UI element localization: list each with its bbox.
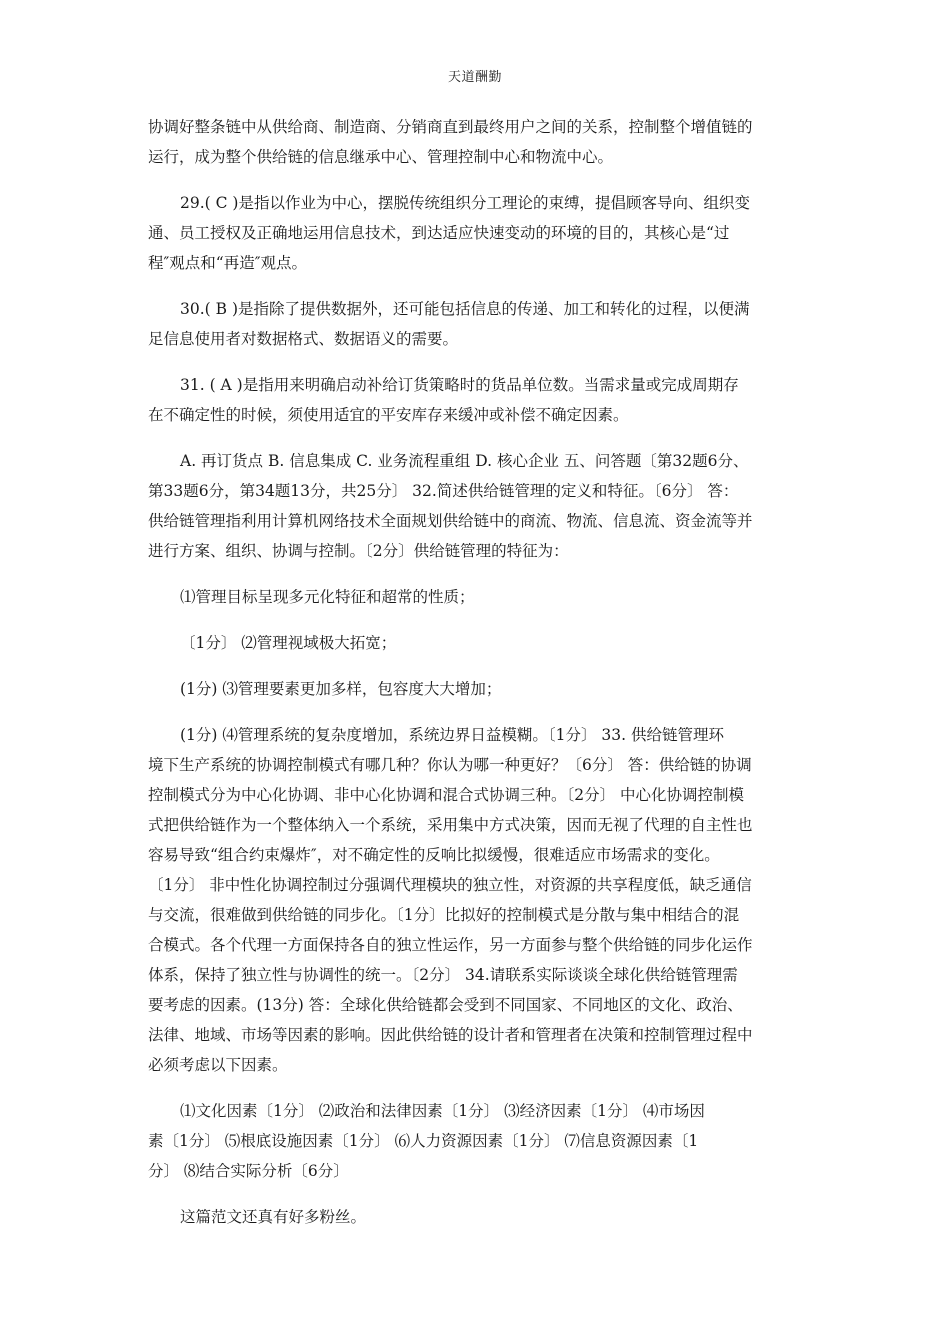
paragraph xyxy=(148,1096,808,1186)
paragraph xyxy=(148,582,808,612)
paragraph xyxy=(148,720,808,1080)
text-line: 在不确定性的时候，须使用适宜的平安库存来缓冲或补偿不确定因素。 xyxy=(148,406,629,424)
text-line: 式把供给链作为一个整体纳入一个系统，采用集中方式决策，因而无视了代理的自主性也 xyxy=(148,816,753,834)
paragraph xyxy=(148,446,808,566)
text-line: 分〕 ⑻结合实际分析〔6分〕 xyxy=(148,1162,349,1180)
text-line: 运行，成为整个供给链的信息继承中心、管理控制中心和物流中心。 xyxy=(148,148,614,166)
paragraph xyxy=(148,112,808,172)
document-body xyxy=(148,112,808,1248)
text-line: 必须考虑以下因素。 xyxy=(148,1056,288,1074)
paragraph xyxy=(148,188,808,278)
paragraph xyxy=(148,294,808,354)
text-line: 法律、地域、市场等因素的影响。因此供给链的设计者和管理者在决策和控制管理过程中 xyxy=(148,1026,753,1044)
text-line: 29.( C )是指以作业为中心，摆脱传统组织分工理论的束缚，提倡顾客导向、组织变 xyxy=(180,194,750,212)
text-line: (1分) ⑷管理系统的复杂度增加，系统边界日益模糊。〔1分〕 33. 供给链管理环 xyxy=(180,726,725,744)
text-line: (1分) ⑶管理要素更加多样，包容度大大增加； xyxy=(180,680,502,698)
text-line: 境下生产系统的协调控制模式有哪几种？你认为哪一种更好？〔6分〕 答：供给链的协调 xyxy=(148,756,752,774)
text-line: 进行方案、组织、协调与控制。〔2分〕供给链管理的特征为： xyxy=(148,542,569,560)
text-line: A. 再订货点 B. 信息集成 C. 业务流程重组 D. 核心企业 五、问答题〔第32题6分、 xyxy=(180,452,749,470)
text-line: 控制模式分为中心化协调、非中心化协调和混合式协调三种。〔2分〕 中心化协调控制模 xyxy=(148,786,745,804)
text-line: 素〔1分〕 ⑸根底设施因素〔1分〕 ⑹人力资源因素〔1分〕 ⑺信息资源因素〔1 xyxy=(148,1132,699,1150)
text-line: 与交流，很难做到供给链的同步化。〔1分〕比拟好的控制模式是分散与集中相结合的混 xyxy=(148,906,740,924)
text-line: 〔1分〕 ⑵管理视域极大拓宽； xyxy=(180,634,397,652)
paragraph xyxy=(148,628,808,658)
text-line: 30.( B )是指除了提供数据外，还可能包括信息的传递、加工和转化的过程，以便满 xyxy=(180,300,750,318)
paragraph xyxy=(148,370,808,430)
text-line: ⑴文化因素〔1分〕 ⑵政治和法律因素〔1分〕 ⑶经济因素〔1分〕 ⑷市场因 xyxy=(180,1102,705,1120)
text-line: 通、员工授权及正确地运用信息技术，到达适应快速变动的环境的目的，其核心是“过 xyxy=(148,224,730,242)
page-header: 天道酬勤 xyxy=(447,70,502,85)
text-line: 这篇范文还真有好多粉丝。 xyxy=(180,1208,367,1226)
text-line: 容易导致“组合约束爆炸″，对不确定性的反响比拟缓慢，很难适应市场需求的变化。 xyxy=(148,846,720,864)
paragraph xyxy=(148,1202,808,1232)
text-line: 要考虑的因素。(13分) 答：全球化供给链都会受到不同国家、不同地区的文化、政治、 xyxy=(148,996,743,1014)
text-line: 供给链管理指利用计算机网络技术全面规划供给链中的商流、物流、信息流、资金流等并 xyxy=(148,512,753,530)
text-line: 协调好整条链中从供给商、制造商、分销商直到最终用户之间的关系，控制整个增值链的 xyxy=(148,118,753,136)
text-line: 足信息使用者对数据格式、数据语义的需要。 xyxy=(148,330,459,348)
text-line: ⑴管理目标呈现多元化特征和超常的性质； xyxy=(180,588,475,606)
text-line: 合模式。各个代理一方面保持各自的独立性运作，另一方面参与整个供给链的同步化运作 xyxy=(148,936,753,954)
text-line: 31. ( A )是指用来明确启动补给订货策略时的货品单位数。当需求量或完成周期存 xyxy=(180,376,739,394)
text-line: 第33题6分，第34题13分，共25分〕 32.简述供给链管理的定义和特征。〔6分〕 答： xyxy=(148,482,739,500)
paragraph xyxy=(148,674,808,704)
text-line: 程″观点和“再造″观点。 xyxy=(148,254,308,272)
text-line: 〔1分〕 非中性化协调控制过分强调代理模块的独立性，对资源的共享程度低，缺乏通信 xyxy=(148,876,752,894)
text-line: 体系，保持了独立性与协调性的统一。〔2分〕 34.请联系实际谈谈全球化供给链管理需 xyxy=(148,966,738,984)
